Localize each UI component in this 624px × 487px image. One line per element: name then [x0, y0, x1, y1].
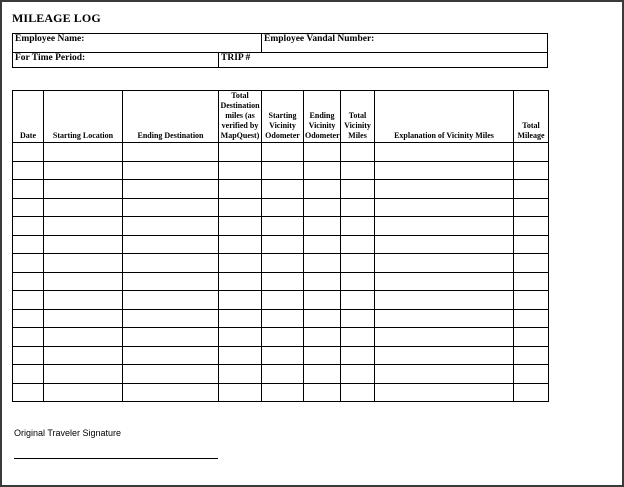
table-cell[interactable] [219, 365, 262, 384]
table-cell[interactable] [219, 143, 262, 162]
table-cell[interactable] [514, 198, 549, 217]
table-row [13, 291, 549, 310]
table-cell[interactable] [44, 180, 123, 199]
table-row [13, 383, 549, 402]
table-cell[interactable] [514, 291, 549, 310]
table-cell[interactable] [219, 198, 262, 217]
employee-info-table [12, 33, 548, 68]
time-period-label: For Time Period: [15, 53, 86, 63]
table-row [13, 365, 549, 384]
table-cell[interactable] [13, 309, 44, 328]
table-cell[interactable] [262, 309, 304, 328]
table-cell[interactable] [123, 365, 219, 384]
table-cell[interactable] [44, 161, 123, 180]
table-cell[interactable] [262, 346, 304, 365]
table-cell[interactable] [13, 291, 44, 310]
table-cell[interactable] [123, 328, 219, 347]
employee-name-label: Employee Name: [15, 34, 85, 44]
signature-label: Original Traveler Signature [14, 428, 122, 438]
table-cell[interactable] [514, 217, 549, 236]
table-cell[interactable] [219, 383, 262, 402]
table-cell[interactable] [341, 143, 375, 162]
column-header-total-destination-miles: Total Destination miles (as verified by MapQuest) [219, 91, 262, 143]
table-cell[interactable] [375, 198, 514, 217]
table-cell[interactable] [341, 291, 375, 310]
table-cell[interactable] [219, 346, 262, 365]
table-cell[interactable] [13, 198, 44, 217]
table-cell[interactable] [304, 143, 341, 162]
table-cell[interactable] [514, 161, 549, 180]
table-cell[interactable] [341, 161, 375, 180]
table-cell[interactable] [514, 254, 549, 273]
table-cell[interactable] [219, 217, 262, 236]
table-cell[interactable] [304, 346, 341, 365]
table-cell[interactable] [375, 346, 514, 365]
table-cell[interactable] [44, 365, 123, 384]
table-cell[interactable] [219, 309, 262, 328]
table-row [13, 346, 549, 365]
table-cell[interactable] [341, 346, 375, 365]
table-cell[interactable] [341, 309, 375, 328]
table-cell[interactable] [514, 272, 549, 291]
table-cell[interactable] [514, 365, 549, 384]
table-cell[interactable] [13, 346, 44, 365]
header-row [13, 91, 549, 143]
table-cell[interactable] [341, 328, 375, 347]
table-cell[interactable] [304, 365, 341, 384]
table-cell[interactable] [219, 272, 262, 291]
table-cell[interactable] [514, 309, 549, 328]
table-cell[interactable] [13, 217, 44, 236]
table-cell[interactable] [13, 272, 44, 291]
table-cell[interactable] [375, 365, 514, 384]
table-cell[interactable] [304, 383, 341, 402]
table-cell[interactable] [262, 383, 304, 402]
table-cell[interactable] [123, 180, 219, 199]
column-header-starting-location: Starting Location [44, 91, 123, 143]
table-cell[interactable] [375, 235, 514, 254]
vandal-number-label: Employee Vandal Number: [264, 34, 375, 44]
table-cell[interactable] [262, 272, 304, 291]
table-row [13, 217, 549, 236]
table-cell[interactable] [123, 346, 219, 365]
table-cell[interactable] [123, 309, 219, 328]
table-row [13, 254, 549, 273]
table-cell[interactable] [341, 383, 375, 402]
table-cell[interactable] [262, 291, 304, 310]
table-cell[interactable] [219, 291, 262, 310]
table-cell[interactable] [13, 161, 44, 180]
table-row [13, 180, 549, 199]
mileage-log-table [12, 90, 549, 402]
table-cell[interactable] [375, 180, 514, 199]
column-header-starting-odometer: Starting Vicinity Odometer [262, 91, 304, 143]
table-row [13, 309, 549, 328]
table-cell[interactable] [13, 254, 44, 273]
column-header-ending-destination: Ending Destination [123, 91, 219, 143]
table-cell[interactable] [13, 180, 44, 199]
table-cell[interactable] [304, 198, 341, 217]
table-cell[interactable] [44, 254, 123, 273]
table-cell[interactable] [123, 235, 219, 254]
table-row [13, 272, 549, 291]
table-row [13, 235, 549, 254]
table-cell[interactable] [13, 235, 44, 254]
table-cell[interactable] [341, 235, 375, 254]
table-cell[interactable] [375, 291, 514, 310]
table-cell[interactable] [375, 309, 514, 328]
table-cell[interactable] [262, 198, 304, 217]
table-cell[interactable] [123, 161, 219, 180]
table-cell[interactable] [13, 143, 44, 162]
table-cell[interactable] [262, 365, 304, 384]
table-cell[interactable] [44, 346, 123, 365]
table-cell[interactable] [13, 383, 44, 402]
table-cell[interactable] [341, 272, 375, 291]
table-cell[interactable] [262, 217, 304, 236]
table-cell[interactable] [341, 217, 375, 236]
table-cell[interactable] [219, 254, 262, 273]
table-cell[interactable] [341, 254, 375, 273]
table-cell[interactable] [44, 235, 123, 254]
table-cell[interactable] [514, 143, 549, 162]
signature-line[interactable] [14, 458, 218, 459]
table-cell[interactable] [514, 180, 549, 199]
table-row [13, 328, 549, 347]
table-row [13, 143, 549, 162]
table-cell[interactable] [304, 291, 341, 310]
table-cell[interactable] [375, 254, 514, 273]
table-cell[interactable] [375, 272, 514, 291]
table-cell[interactable] [304, 217, 341, 236]
table-row [13, 198, 549, 217]
page-title: MILEAGE LOG [12, 11, 101, 25]
table-cell[interactable] [262, 254, 304, 273]
table-cell[interactable] [44, 291, 123, 310]
table-cell[interactable] [44, 272, 123, 291]
table-cell[interactable] [341, 198, 375, 217]
table-cell[interactable] [13, 328, 44, 347]
table-row [13, 161, 549, 180]
table-cell[interactable] [44, 309, 123, 328]
table-cell[interactable] [375, 383, 514, 402]
vandal-number-field[interactable] [262, 34, 548, 53]
table-cell[interactable] [304, 235, 341, 254]
table-cell[interactable] [44, 198, 123, 217]
table-cell[interactable] [44, 217, 123, 236]
log-table-body [13, 143, 549, 402]
column-header-ending-odometer: Ending Vicinity Odometer [304, 91, 341, 143]
column-header-date: Date [13, 91, 44, 143]
table-cell[interactable] [304, 272, 341, 291]
table-cell[interactable] [514, 328, 549, 347]
table-cell[interactable] [304, 180, 341, 199]
column-header-explanation: Explanation of Vicinity Miles [375, 91, 514, 143]
table-cell[interactable] [123, 291, 219, 310]
table-cell[interactable] [341, 365, 375, 384]
table-cell[interactable] [375, 328, 514, 347]
column-header-total-vicinity-miles: Total Vicinity Miles [341, 91, 375, 143]
table-cell[interactable] [13, 365, 44, 384]
table-cell[interactable] [341, 180, 375, 199]
column-header-total-mileage: Total Mileage [514, 91, 549, 143]
table-cell[interactable] [304, 161, 341, 180]
table-cell[interactable] [123, 272, 219, 291]
table-cell[interactable] [219, 235, 262, 254]
table-cell[interactable] [514, 235, 549, 254]
table-cell[interactable] [375, 217, 514, 236]
table-cell[interactable] [514, 346, 549, 365]
table-cell[interactable] [219, 328, 262, 347]
time-period-field[interactable] [13, 53, 219, 68]
table-cell[interactable] [44, 383, 123, 402]
employee-name-field[interactable] [13, 34, 262, 53]
table-cell[interactable] [44, 328, 123, 347]
table-cell[interactable] [123, 143, 219, 162]
table-cell[interactable] [123, 198, 219, 217]
table-cell[interactable] [123, 217, 219, 236]
table-cell[interactable] [304, 254, 341, 273]
table-cell[interactable] [219, 161, 262, 180]
table-cell[interactable] [514, 383, 549, 402]
trip-number-field[interactable] [219, 53, 548, 68]
table-cell[interactable] [123, 383, 219, 402]
table-cell[interactable] [262, 328, 304, 347]
table-cell[interactable] [44, 143, 123, 162]
table-cell[interactable] [262, 235, 304, 254]
table-cell[interactable] [123, 254, 219, 273]
table-cell[interactable] [262, 180, 304, 199]
trip-number-label: TRIP # [221, 53, 251, 63]
table-cell[interactable] [304, 309, 341, 328]
table-cell[interactable] [262, 161, 304, 180]
table-cell[interactable] [304, 328, 341, 347]
table-cell[interactable] [219, 180, 262, 199]
table-cell[interactable] [262, 143, 304, 162]
table-cell[interactable] [375, 161, 514, 180]
table-cell[interactable] [375, 143, 514, 162]
